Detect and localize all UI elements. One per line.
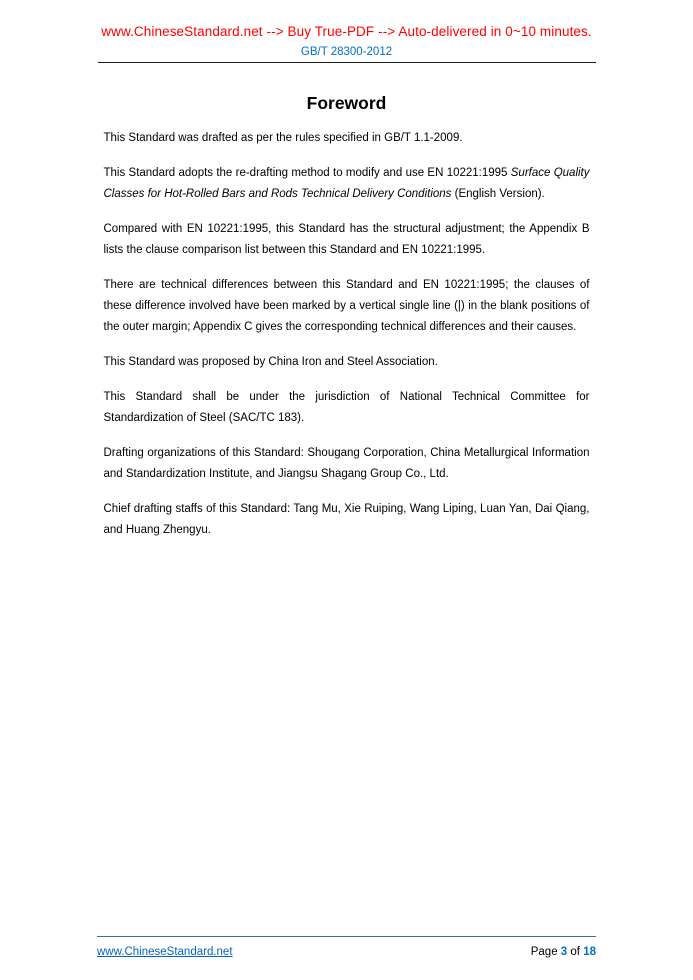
page-number: 3 [560,946,568,958]
paragraph-adoption [104,163,590,205]
footer-link[interactable]: www.ChineseStandard.net [97,946,233,958]
paragraph-structural-adjustment: Compared with EN 10221:1995, this Standard has the structural adjustment; the Appendix B lists the clause comparison list between this Standard and EN 10221:1995. [103,223,590,256]
paragraph-drafting-organizations: Drafting organizations of this Standard: Shougang Corporation, China Metallurgical Information and Standardization Institute, and Jiangsu Shagang Group Co., Ltd. [103,447,590,480]
adoption-text-after: (English Version). [451,188,545,200]
footer-row [97,946,596,958]
of-word: of [570,946,580,958]
page-total: 18 [583,946,596,958]
en-standard-title: Surface Quality Classes for Hot-Rolled Bars and Rods Technical Delivery Conditions [103,167,590,200]
paragraph-proposed-by: This Standard was proposed by China Iron and Steel Association. [103,356,438,368]
page-word: Page [530,946,558,958]
paragraph-drafting-rules: This Standard was drafted as per the rules specified in GB/T 1.1-2009. [103,132,463,144]
paragraph-technical-differences: There are technical differences between this Standard and EN 10221:1995; the clauses of these difference involved have been marked by a vertical single line (|) in the blank positions of the outer margin; Appendix C gives the corresponding technical differences and their causes. [103,279,590,333]
footer-divider [97,936,596,937]
standard-code: GB/T 28300-2012 [300,46,393,58]
document-title: Foreword [306,93,387,113]
paragraph-drafting-staffs: Chief drafting staffs of this Standard: Tang Mu, Xie Ruiping, Wang Liping, Luan Yan, Dai Qiang, and Huang Zhengyu. [103,503,590,536]
paragraph-jurisdiction: This Standard shall be under the jurisdiction of National Technical Committee for Standardization of Steel (SAC/TC 183). [103,391,590,424]
header-divider [98,62,596,63]
page-indicator [531,946,596,958]
promo-banner[interactable]: www.ChineseStandard.net --> Buy True-PDF --> Auto-delivered in 0~10 minutes. [101,24,592,39]
page-footer [97,936,596,958]
document-body [104,128,590,541]
adoption-text-before: This Standard adopts the re-drafting method to modify and use EN 10221:1995 [103,167,511,179]
